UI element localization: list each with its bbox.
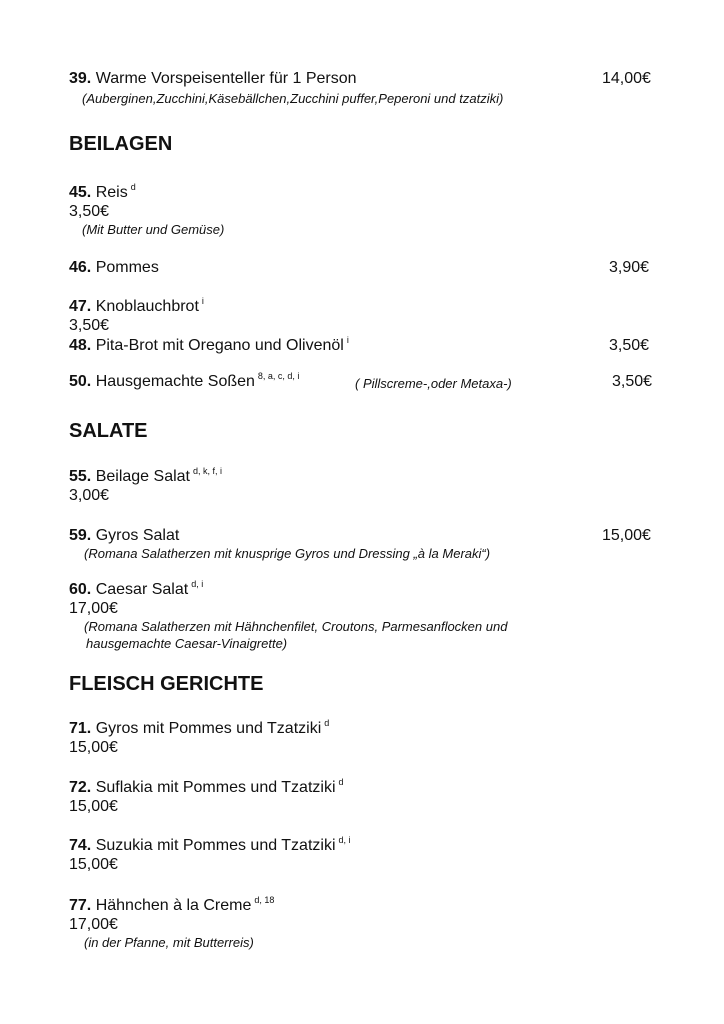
item-number: 46. (69, 259, 92, 276)
item-price: 3,50€ (69, 317, 110, 334)
item-name: Reis (95, 184, 128, 201)
allergen-codes: d, i (338, 835, 351, 845)
item-name: Warme Vorspeisenteller für 1 Person (95, 70, 357, 87)
item-name: Pommes (95, 259, 159, 276)
menu-item-71 (69, 720, 329, 738)
item-description-cont: hausgemachte Caesar-Vinaigrette) (86, 636, 288, 651)
item-name: Hausgemachte Soßen (95, 373, 255, 390)
menu-item-47 (69, 298, 204, 316)
item-number: 45. (69, 184, 92, 201)
item-price: 3,90€ (609, 259, 650, 276)
item-name: Beilage Salat (95, 468, 190, 485)
item-number: 72. (69, 779, 92, 796)
item-number: 50. (69, 373, 92, 390)
item-description: (in der Pfanne, mit Butterreis) (84, 935, 254, 950)
item-number: 55. (69, 468, 92, 485)
item-description: (Romana Salatherzen mit knusprige Gyros und Dressing „à la Meraki“) (84, 546, 491, 561)
menu-item-74 (69, 837, 351, 855)
menu-item-60 (69, 581, 203, 599)
allergen-codes: d, k, f, i (193, 466, 223, 476)
item-price: 3,50€ (609, 337, 650, 354)
allergen-codes: d (338, 777, 344, 787)
menu-item-72 (69, 779, 344, 797)
item-price: 3,50€ (69, 203, 110, 220)
allergen-codes: d (324, 718, 330, 728)
item-name: Hähnchen à la Creme (95, 897, 252, 914)
item-name: Gyros Salat (95, 527, 180, 544)
menu-item-46 (69, 259, 159, 277)
allergen-codes: i (201, 296, 204, 306)
section-heading-salate: SALATE (69, 420, 148, 442)
item-description: (Romana Salatherzen mit Hähnchenfilet, Croutons, Parmesanflocken und (84, 619, 508, 634)
menu-item-45 (69, 184, 136, 202)
item-price: 15,00€ (69, 739, 118, 756)
item-number: 60. (69, 581, 92, 598)
item-price: 17,00€ (69, 600, 118, 617)
item-name: Gyros mit Pommes und Tzatziki (95, 720, 322, 737)
item-price: 15,00€ (602, 527, 651, 544)
item-price: 14,00€ (602, 70, 651, 87)
item-price: 15,00€ (69, 856, 118, 873)
item-number: 71. (69, 720, 92, 737)
item-description: (Mit Butter und Gemüse) (82, 222, 225, 237)
allergen-codes: i (346, 335, 349, 345)
allergen-codes: 8, a, c, d, i (257, 371, 300, 381)
allergen-codes: d, i (191, 579, 204, 589)
menu-item-39 (69, 70, 357, 88)
menu-item-50 (69, 373, 299, 391)
item-number: 48. (69, 337, 92, 354)
item-name: Knoblauchbrot (95, 298, 199, 315)
item-number: 39. (69, 70, 92, 87)
item-name: Suzukia mit Pommes und Tzatziki (95, 837, 336, 854)
item-name: Caesar Salat (95, 581, 189, 598)
allergen-codes: d (130, 182, 136, 192)
menu-item-48 (69, 337, 349, 355)
item-number: 47. (69, 298, 92, 315)
item-number: 59. (69, 527, 92, 544)
item-price: 3,00€ (69, 487, 110, 504)
allergen-codes: d, 18 (254, 895, 275, 905)
item-number: 77. (69, 897, 92, 914)
menu-item-59 (69, 527, 179, 545)
section-heading-fleisch: FLEISCH GERICHTE (69, 673, 264, 695)
item-number: 74. (69, 837, 92, 854)
item-description: (Auberginen,Zucchini,Käsebällchen,Zucchini puffer,Peperoni und tzatziki) (82, 91, 504, 106)
item-name: Pita-Brot mit Oregano und Olivenöl (95, 337, 344, 354)
item-name: Suflakia mit Pommes und Tzatziki (95, 779, 336, 796)
menu-item-55 (69, 468, 222, 486)
item-note: ( Pillscreme-,oder Metaxa-) (355, 376, 512, 391)
menu-item-77 (69, 897, 274, 915)
item-price: 17,00€ (69, 916, 118, 933)
item-price: 15,00€ (69, 798, 118, 815)
item-price: 3,50€ (612, 373, 653, 390)
section-heading-beilagen: BEILAGEN (69, 133, 173, 155)
